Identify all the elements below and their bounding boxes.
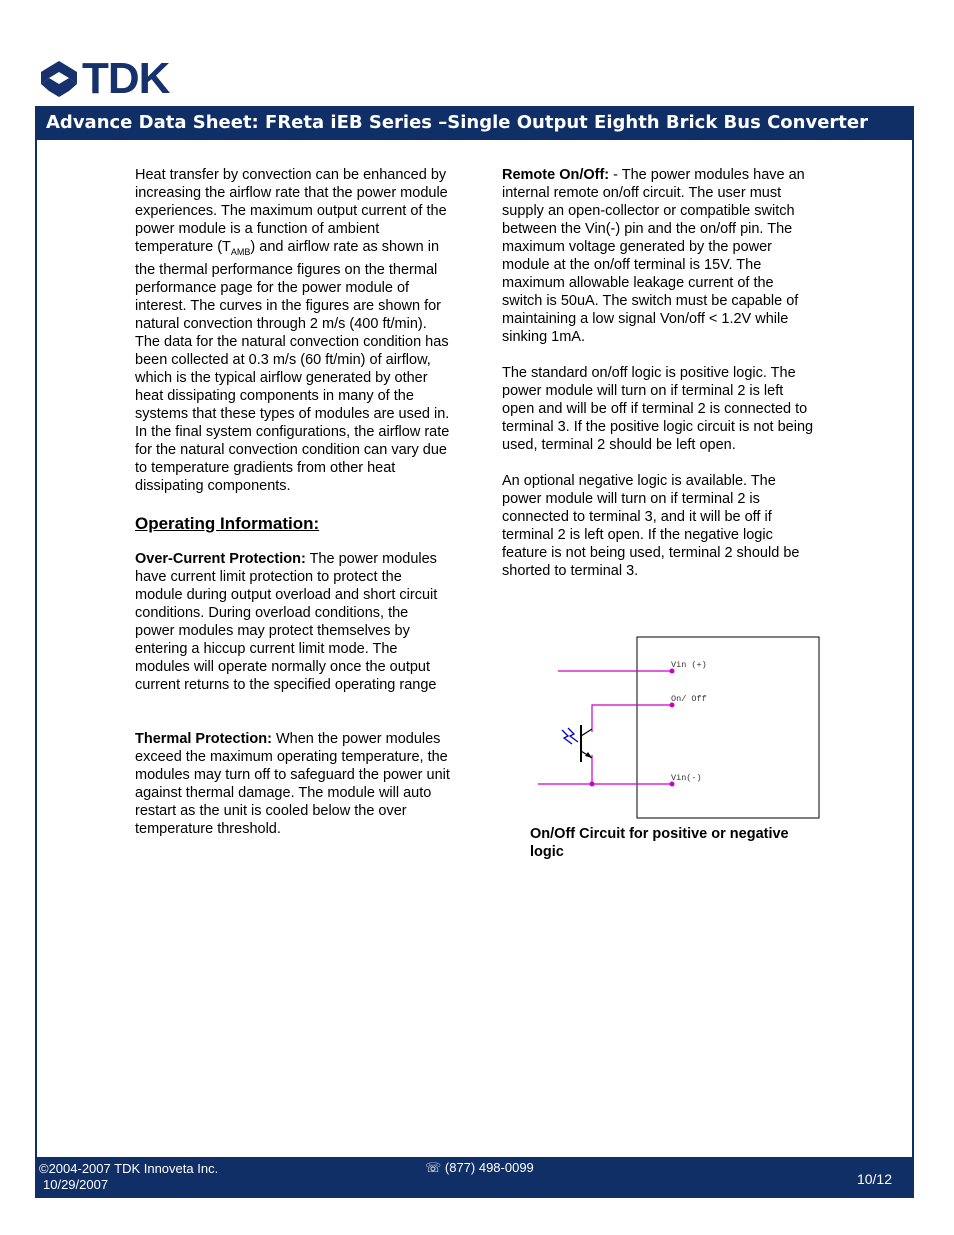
- negative-logic-paragraph: An optional negative logic is available. The power module will turn on if terminal 2 is connected to terminal 3, and it will be off if terminal 2 is left open. If the negative logic feature is not being used, terminal 2 should be shorted to terminal 3.: [502, 473, 800, 579]
- brand-wordmark: TDK: [82, 54, 170, 103]
- phone-icon: ☏: [425, 1160, 442, 1175]
- page-number: 10/12: [856, 1171, 892, 1187]
- positive-logic-paragraph: The standard on/off logic is positive logic. The power module will turn on if terminal 2 is left open and will be off if terminal 2 is connected to terminal 3. If the positive logic circuit is not being used, terminal 2 should be left open.: [502, 365, 814, 453]
- module-box: [637, 637, 819, 818]
- pin-vin-minus: Vin(-): [671, 773, 702, 783]
- pin-vin-plus: Vin (+): [671, 660, 707, 670]
- thermal-paragraph: Thermal Protection: When the power modules exceed the maximum operating temperature, the modules may turn off to safeguard the power unit against thermal damage. The module will auto restart as the unit is cooled below the over temperature threshold.: [135, 730, 450, 837]
- convection-paragraph: Heat transfer by convection can be enhanced by increasing the airflow rate that the power module experiences. The maximum output current of the power module is a function of ambient temperature $(T_{AMB})$ and airflow rate as shown in the thermal performance figures on the thermal performance page for the power module of interest. The curves in the figures are shown for natural convection through 2 m/s (400 ft/min). The data for the natural convection condition has been collected at 0.3 m/s (60 ft/min) of airflow, which is the typical airflow generated by other heat dissipating components in many of the systems that these types of modules are used in. In the final system configurations, the airflow rate for the natural convection condition can vary due to temperature gradients from other heat dissipating components.: [135, 167, 450, 494]
- page-title: Advance Data Sheet: FReta iEB Series –Single Output Eighth Brick Bus Converter: [35, 106, 914, 140]
- phone-number: (877) 498-0099: [444, 1160, 534, 1175]
- right-column: [502, 166, 814, 580]
- left-column: [135, 166, 450, 838]
- ocp-paragraph: Over-Current Protection: The power modules have current limit protection to protect the module during output overload and short circuit conditions. During overload conditions, the power modules may protect themselves by entering a hiccup current limit mode. The modules will operate normally once the output current returns to the specified operating range: [135, 550, 438, 693]
- document-date: 10/29/2007: [43, 1177, 109, 1192]
- copyright: ©2004-2007 TDK Innoveta Inc.: [39, 1161, 219, 1176]
- remote-onoff-paragraph: Remote On/Off: - The power modules have an internal remote on/off circuit. The user must supply an open-collector or compatible switch between the Vin(-) pin and the on/off pin. The maximum voltage generated by the power module at the on/off terminal is 15V. The maximum allowable leakage current of the switch is 50uA. The switch must be capable of maintaining a low signal Von/off < 1.2V while sinking 1mA.: [502, 167, 805, 345]
- footer: [35, 1157, 914, 1198]
- pin-onoff: On/ Off: [671, 694, 707, 704]
- onoff-circuit-diagram: [530, 630, 830, 825]
- operating-heading: Operating Information:: [135, 513, 320, 533]
- optocoupler-light-icon: [562, 728, 578, 744]
- circuit-caption: On/Off Circuit for positive or negative logic: [530, 826, 789, 860]
- onoff-wire: [592, 705, 672, 732]
